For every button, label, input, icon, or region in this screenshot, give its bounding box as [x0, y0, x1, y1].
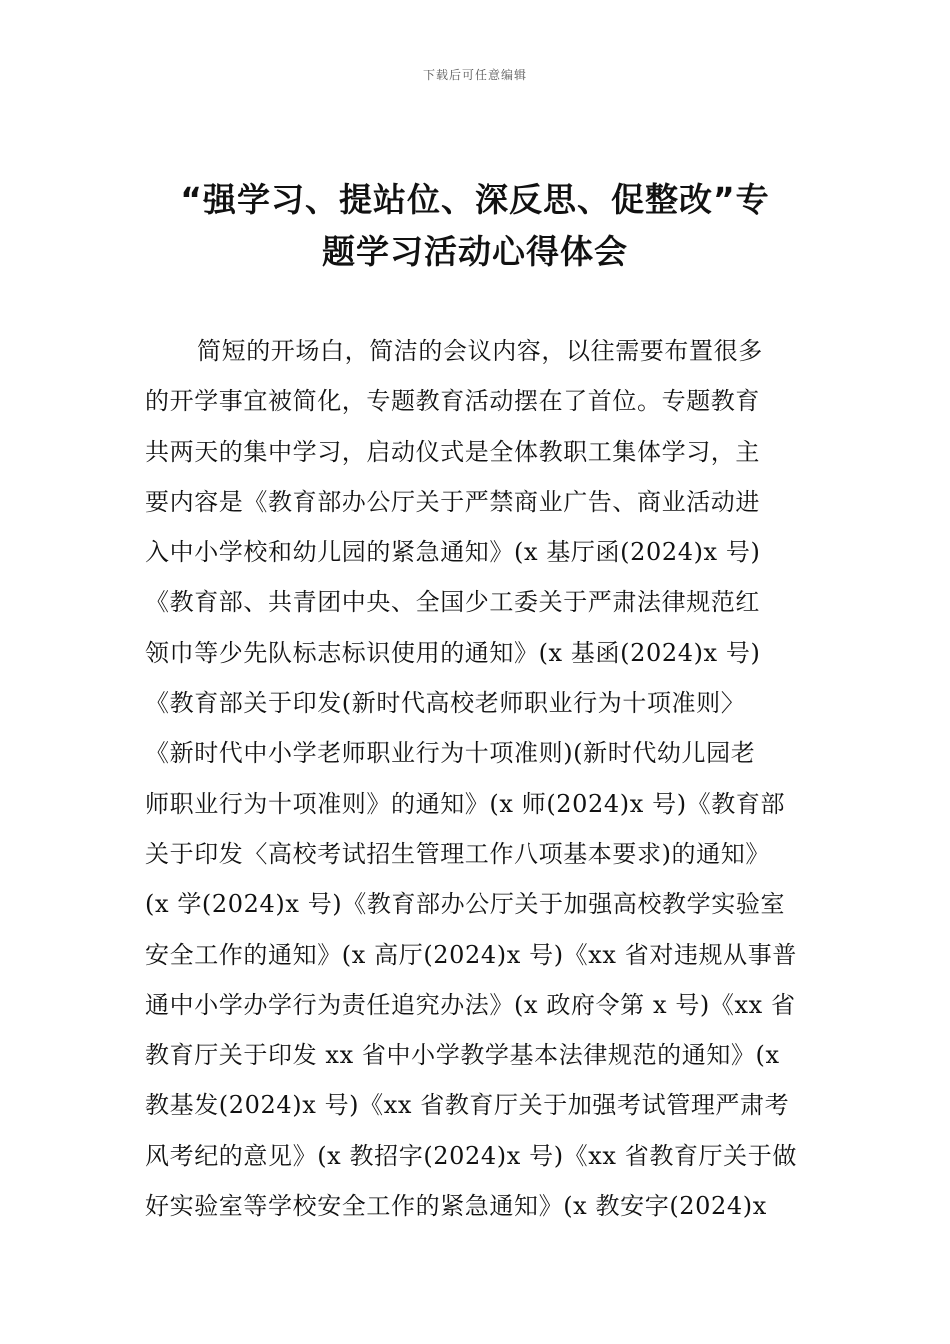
- body-line: 教育厅关于印发 xx 省中小学教学基本法律规范的通知》(x: [145, 1041, 780, 1070]
- document-title: [145, 174, 805, 278]
- body-line: 安全工作的通知》(x 高厅(2024)x 号)《xx 省对违规从事普: [145, 940, 797, 969]
- body-line: 风考纪的意见》(x 教招字(2024)x 号)《xx 省教育厅关于做: [145, 1141, 797, 1170]
- body-line: 要内容是《教育部办公厅关于严禁商业广告、商业活动进: [145, 487, 760, 516]
- body-line: 简短的开场白，简洁的会议内容，以往需要布置很多: [197, 337, 763, 365]
- body-line: 好实验室等学校安全工作的紧急通知》(x 教安字(2024)x: [145, 1192, 767, 1221]
- title-line: “强学习、提站位、深反思、促整改”专: [180, 180, 770, 219]
- body-line: 教基发(2024)x 号)《xx 省教育厅关于加强考试管理严肃考: [145, 1091, 790, 1120]
- body-line: 共两天的集中学习，启动仪式是全体教职工集体学习，主: [145, 437, 760, 466]
- body-line: 《教育部、共青团中央、全国少工委关于严肃法律规范红: [145, 588, 760, 617]
- title-line: 题学习活动心得体会: [322, 232, 628, 271]
- body-paragraph: [145, 326, 807, 1231]
- body-line: (x 学(2024)x 号)《教育部办公厅关于加强高校教学实验室: [145, 890, 786, 919]
- body-line: 入中小学校和幼儿园的紧急通知》(x 基厅函(2024)x 号): [145, 538, 761, 567]
- body-line: 《新时代中小学老师职业行为十项准则)(新时代幼儿园老: [145, 739, 756, 768]
- body-line: 的开学事宜被简化，专题教育活动摆在了首位。专题教育: [145, 387, 760, 416]
- header-note: 下载后可任意编辑: [422, 68, 527, 82]
- body-line: 领巾等少先队标志标识使用的通知》(x 基函(2024)x 号): [145, 638, 761, 667]
- body-line: 关于印发〈高校考试招生管理工作八项基本要求)的通知》: [145, 839, 770, 868]
- body-line: 师职业行为十项准则》的通知》(x 师(2024)x 号)《教育部: [145, 789, 786, 818]
- body-line: 通中小学办学行为责任追究办法》(x 政府令第 x 号)《xx 省: [145, 990, 796, 1019]
- body-line: 《教育部关于印发(新时代高校老师职业行为十项准则〉: [145, 689, 746, 718]
